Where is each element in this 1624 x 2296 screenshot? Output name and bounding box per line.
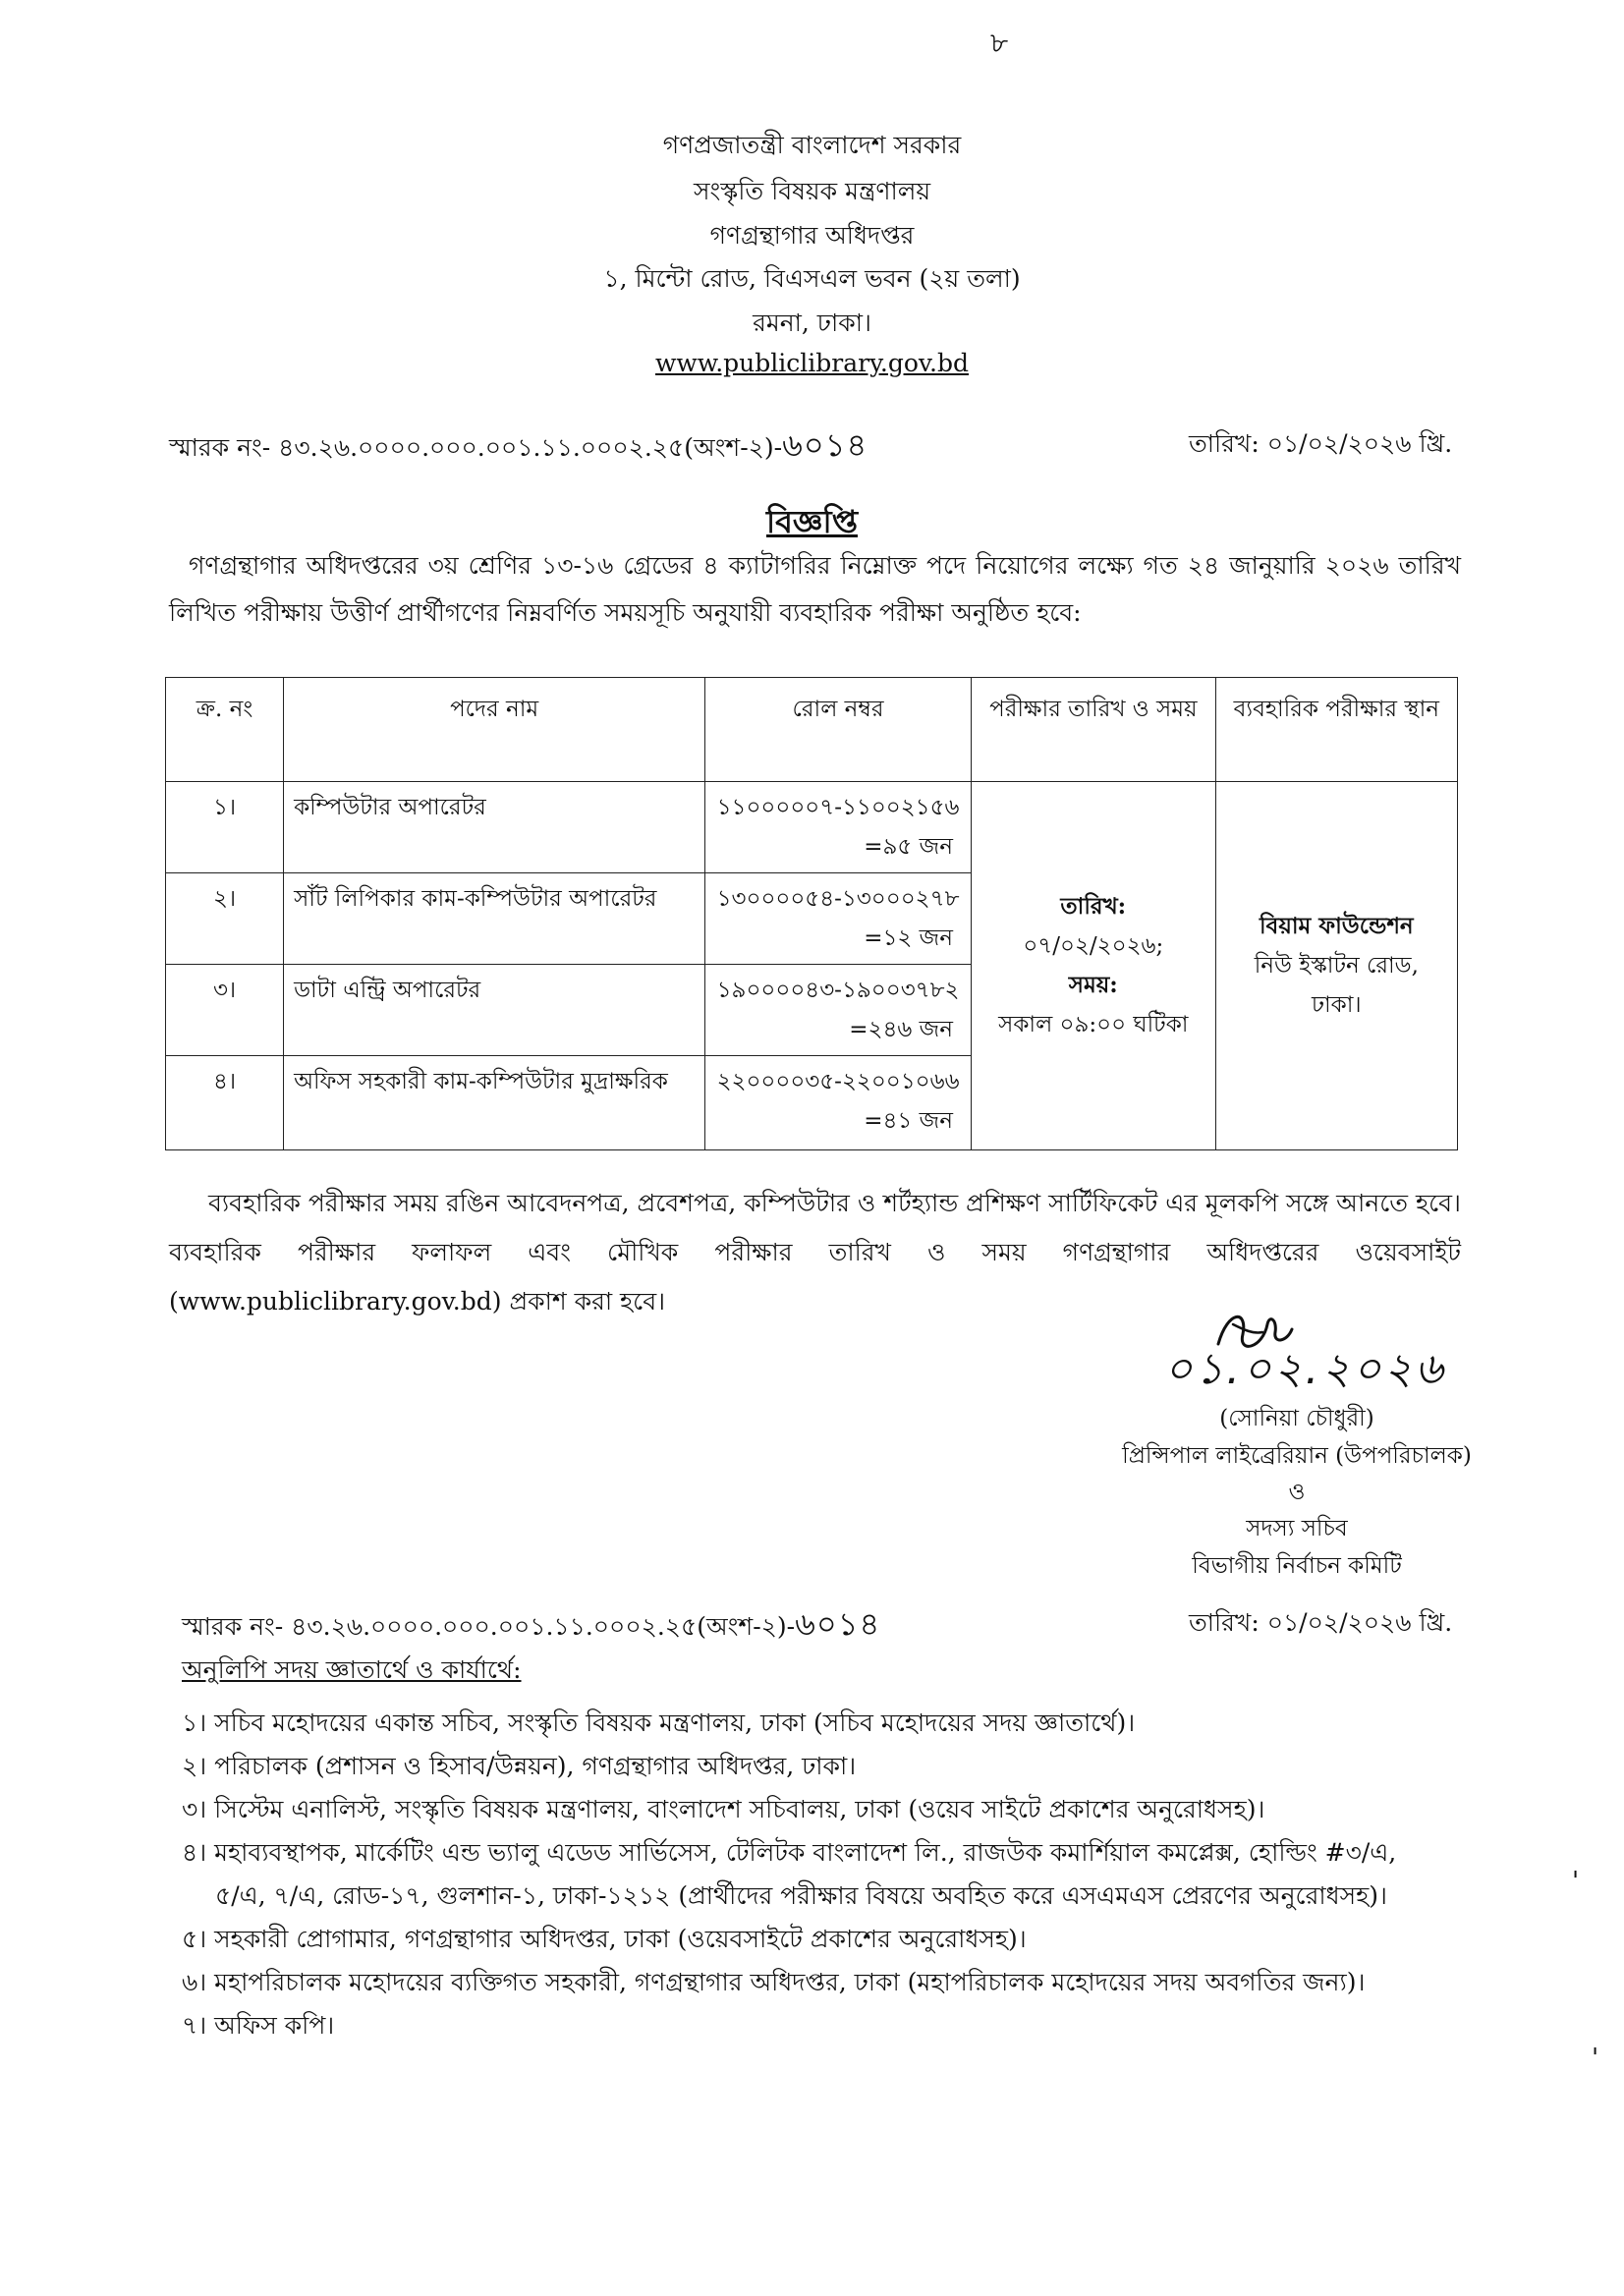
cc-item xyxy=(182,1831,1488,1918)
memo-ref-handwritten: ৬০১৪ xyxy=(782,426,868,464)
roll-count: =৯৫ জন xyxy=(864,834,953,860)
cc-heading: অনুলিপি সদয় জ্ঞাতার্থে ও কার্যার্থে: xyxy=(182,1655,522,1684)
memo-reference xyxy=(169,420,868,474)
roll-count: =৪১ জন xyxy=(864,1108,953,1134)
roll-range: ১৩০০০০৫৪-১৩০০০২৭৮ xyxy=(716,886,960,912)
cc-item-line: ৪। মহাব্যবস্থাপক, মার্কেটিং এন্ড ভ্যালু এডেড সার্ভিসেস, টেলিটক বাংলাদেশ লি., রাজউক কমার্শিয়াল কমপ্লেক্স, হোল্ডিং #৩/এ, xyxy=(182,1838,1397,1867)
roll-count: =২৪৬ জন xyxy=(849,1017,953,1042)
exam-date-label: তারিখ: xyxy=(1060,893,1127,920)
col-roll: রোল নম্বর xyxy=(705,678,972,782)
row-post: সাঁট লিপিকার কাম-কম্পিউটার অপারেটর xyxy=(284,873,705,965)
row-roll xyxy=(705,873,972,965)
cc-item: ২। পরিচালক (প্রশাসন ও হিসাব/উন্নয়ন), গণগ্রন্থাগার অধিদপ্তর, ঢাকা। xyxy=(182,1752,857,1780)
row-post: কম্পিউটার অপারেটর xyxy=(284,782,705,873)
venue-address-line2: ঢাকা। xyxy=(1311,992,1362,1018)
intro-paragraph: গণগ্রন্থাগার অধিদপ্তরের ৩য় শ্রেণির ১৩-১৬ গ্রেডের ৪ ক্যাটাগরির নিম্নোক্ত পদে নিয়োগের লক্ষ্যে গত ২৪ জানুয়ারি ২০২৬ তারিখ লিখিত পরীক্ষায় উত্তীর্ণ প্রার্থীগণের নিম্নবর্ণিত সময়সূচি অনুযায়ী ব্যবহারিক পরীক্ষা অনুষ্ঠিত হবে: xyxy=(169,551,1461,627)
exam-venue-cell xyxy=(1215,782,1457,1150)
col-post: পদের নাম xyxy=(284,678,705,782)
signatory-designation: প্রিন্সিপাল লাইব্রেরিয়ান (উপপরিচালক) xyxy=(1122,1443,1472,1469)
header-department: গণগ্রন্থাগার অধিদপ্তর xyxy=(709,221,915,250)
schedule-table xyxy=(165,677,1458,1150)
row-serial: ৪। xyxy=(166,1056,284,1150)
header-city: রমনা, ঢাকা। xyxy=(753,308,871,337)
row-serial: ২। xyxy=(166,873,284,965)
cc-item: ১। সচিব মহোদয়ের একান্ত সচিব, সংস্কৃতি বিষয়ক মন্ত্রণালয়, ঢাকা (সচিব মহোদয়ের সদয় জ্ঞাতার্থে)। xyxy=(182,1708,1136,1737)
roll-range: ১১০০০০০৭-১১০০২১৫৬ xyxy=(716,795,960,820)
header-website-link[interactable]: www.publiclibrary.gov.bd xyxy=(655,349,969,377)
col-serial: ক্র. নং xyxy=(166,678,284,782)
margin-mark-icon: ' xyxy=(1592,2044,1599,2073)
exam-time-value: সকাল ০৯:০০ ঘটিকা xyxy=(998,1012,1189,1037)
notice-title: বিজ্ঞপ্তি xyxy=(765,503,859,540)
memo-ref-prefix: স্মারক নং- ৪৩.২৬.০০০০.০০০.০০১.১১.০০০২.২৫(অংশ-২)- xyxy=(169,433,783,462)
memo2-ref-prefix: স্মারক নং- ৪৩.২৬.০০০০.০০০.০০১.১১.০০০২.২৫(অংশ-২)- xyxy=(182,1612,796,1641)
roll-range: ২২০০০০৩৫-২২০০১০৬৬ xyxy=(716,1069,960,1094)
exam-date-value: ০৭/০২/২০২৬; xyxy=(1023,933,1164,959)
row-post: ডাটা এন্ট্রি অপারেটর xyxy=(284,965,705,1056)
header-government: গণপ্রজাতন্ত্রী বাংলাদেশ সরকার xyxy=(662,131,962,159)
instruction-paragraph: ব্যবহারিক পরীক্ষার সময় রঙিন আবেদনপত্র, প্রবেশপত্র, কম্পিউটার ও শর্টহ্যান্ড প্রশিক্ষণ সার্টিফিকেট এর মূলকপি সঙ্গে আনতে হবে। ব্যবহারিক পরীক্ষার ফলাফল এবং মৌখিক পরীক্ষার তারিখ ও সময় গণগ্রন্থাগার অধিদপ্তরের ওয়েবসাইট (www.publiclibrary.gov.bd) প্রকাশ করা হবে। xyxy=(169,1189,1461,1316)
table-header-row xyxy=(166,678,1458,782)
page-number-mark: ৮ xyxy=(990,27,1009,59)
row-roll xyxy=(705,965,972,1056)
venue-name: বিয়াম ফাউন্ডেশন xyxy=(1259,913,1414,939)
row-roll xyxy=(705,1056,972,1150)
row-serial: ১। xyxy=(166,782,284,873)
cc-item: ৫। সহকারী প্রোগামার, গণগ্রন্থাগার অধিদপ্তর, ঢাকা (ওয়েবসাইটে প্রকাশের অনুরোধসহ)। xyxy=(182,1925,1027,1953)
memo2-date: তারিখ: ০১/০২/২০২৬ খ্রি. xyxy=(1189,1608,1453,1637)
row-serial: ৩। xyxy=(166,965,284,1056)
exam-time-label: সময়: xyxy=(1068,972,1118,998)
venue-address-line1: নিউ ইস্কাটন রোড, xyxy=(1254,953,1419,979)
memo-date: তারিখ: ০১/০২/২০২৬ খ্রি. xyxy=(1189,429,1453,458)
margin-mark-icon: ' xyxy=(1572,1867,1580,1896)
roll-range: ১৯০০০০৪৩-১৯০০৩৭৮২ xyxy=(716,978,960,1003)
signature-handwritten-date: ০১.০২.২০২৬ xyxy=(1164,1344,1446,1394)
cc-item: ৩। সিস্টেম এনালিস্ট, সংস্কৃতি বিষয়ক মন্ত্রণালয়, বাংলাদেশ সচিবালয়, ঢাকা (ওয়েব সাইটে প্রকাশের অনুরোধসহ)। xyxy=(182,1795,1265,1823)
signatory-role: সদস্য সচিব xyxy=(1246,1516,1348,1541)
col-datetime: পরীক্ষার তারিখ ও সময় xyxy=(971,678,1215,782)
memo2-ref-handwritten: ৬০১৪ xyxy=(795,1605,881,1643)
cc-item: ৬। মহাপরিচালক মহোদয়ের ব্যক্তিগত সহকারী, গণগ্রন্থাগার অধিদপ্তর, ঢাকা (মহাপরিচালক মহোদয়ের সদয় অবগতির জন্য)। xyxy=(182,1968,1366,1996)
signatory-committee: বিভাগীয় নির্বাচন কমিটি xyxy=(1192,1553,1402,1579)
table-row xyxy=(166,782,1458,873)
cc-list xyxy=(182,1702,1488,2047)
roll-count: =১২ জন xyxy=(864,925,953,951)
exam-datetime-cell xyxy=(971,782,1215,1150)
row-roll xyxy=(705,782,972,873)
signatory-and: ও xyxy=(1288,1480,1306,1505)
header-address: ১, মিন্টো রোড, বিএসএল ভবন (২য় তলা) xyxy=(603,264,1021,293)
cc-item-continuation: ৫/এ, ৭/এ, রোড-১৭, গুলশান-১, ঢাকা-১২১২ (প্রার্থীদের পরীক্ষার বিষয়ে অবহিত করে এসএমএস প্রেরণের অনুরোধসহ)। xyxy=(215,1881,1387,1910)
signatory-name: (সোনিয়া চৌধুরী) xyxy=(1219,1406,1374,1431)
row-post: অফিস সহকারী কাম-কম্পিউটার মুদ্রাক্ষরিক xyxy=(284,1056,705,1150)
col-venue: ব্যবহারিক পরীক্ষার স্থান xyxy=(1215,678,1457,782)
cc-item: ৭। অফিস কপি। xyxy=(182,2011,335,2040)
header-ministry: সংস্কৃতি বিষয়ক মন্ত্রণালয় xyxy=(693,177,931,205)
memo2-reference xyxy=(182,1599,880,1652)
